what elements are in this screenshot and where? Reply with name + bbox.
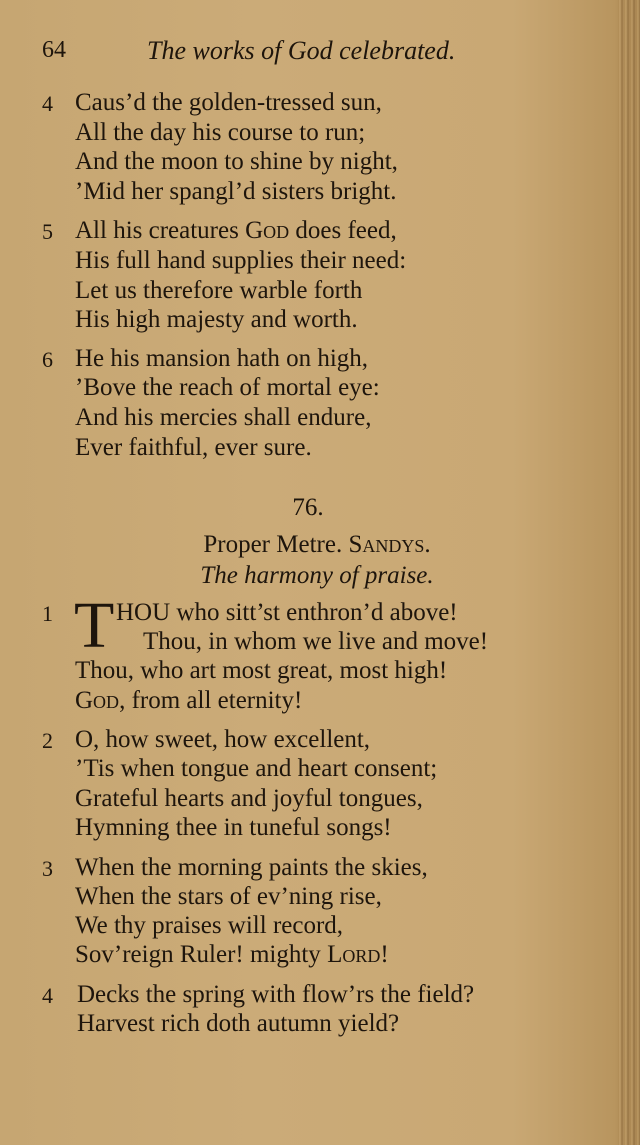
divine-name: God: [245, 217, 290, 244]
text: !: [380, 941, 389, 968]
verse-line: And his mercies shall endure,: [75, 404, 372, 431]
verse-line: Grateful hearts and joyful tongues,: [75, 785, 423, 812]
divine-name: God: [75, 687, 120, 714]
stanza-number: 3: [42, 856, 53, 881]
stanza-number: 2: [42, 728, 53, 753]
running-title: The works of God celebrated.: [147, 36, 456, 65]
verse-line: ’Tis when tongue and heart consent;: [75, 755, 438, 782]
text: , from all eternity!: [119, 687, 303, 714]
stanza-number: 5: [42, 219, 53, 244]
hymn-number: 76.: [292, 494, 324, 521]
verse-line: [75, 686, 302, 715]
text: does feed,: [289, 217, 397, 244]
verse-line: [75, 940, 389, 969]
verse-line: Thou, in whom we live and move!: [143, 628, 489, 655]
verse-line: His full hand supplies their need:: [75, 247, 407, 274]
stanza-number: 4: [42, 983, 53, 1008]
text: Sov’reign Ruler! mighty: [75, 941, 328, 968]
verse-line: Harvest rich doth autumn yield?: [77, 1010, 400, 1037]
verse-line: Thou, who art most great, most high!: [75, 657, 448, 684]
verse-line: Caus’d the golden-tressed sun,: [75, 89, 382, 116]
drop-cap: T: [74, 589, 115, 662]
verse-line: [75, 216, 397, 245]
verse-line: And the moon to shine by night,: [75, 148, 398, 175]
verse-line: He his mansion hath on high,: [75, 345, 369, 372]
verse-line: Hymning thee in tuneful songs!: [75, 814, 392, 841]
verse-line: His high majesty and worth.: [75, 306, 358, 333]
verse-line: O, how sweet, how excellent,: [75, 726, 371, 753]
verse-line: Ever faithful, ever sure.: [75, 434, 312, 461]
verse-line: Let us therefore warble forth: [75, 277, 363, 304]
hymn-metre-author: [0, 530, 637, 559]
verse-line: Decks the spring with flow’rs the field?: [77, 981, 475, 1008]
verse-line: We thy praises will record,: [75, 912, 344, 939]
verse-line: All the day his course to run;: [75, 119, 366, 146]
stanza-number: 4: [42, 91, 53, 116]
verse-line: HOU who sitt’st enthron’d above!: [116, 599, 458, 626]
stanza-number: 6: [42, 347, 53, 372]
divine-name: Lord: [327, 941, 381, 968]
metre: Proper Metre.: [203, 531, 343, 558]
text: All his creatures: [75, 217, 246, 244]
verse-line: ’Mid her spangl’d sisters bright.: [75, 178, 397, 205]
verse-line: ’Bove the reach of mortal eye:: [75, 374, 380, 401]
hymn-subtitle: The harmony of praise.: [200, 562, 434, 589]
page-number: 64: [42, 37, 66, 63]
stanza-number: 1: [42, 601, 53, 626]
verse-line: When the stars of ev’ning rise,: [75, 883, 382, 910]
verse-line: When the morning paints the skies,: [75, 854, 428, 881]
author: Sandys.: [348, 531, 431, 558]
